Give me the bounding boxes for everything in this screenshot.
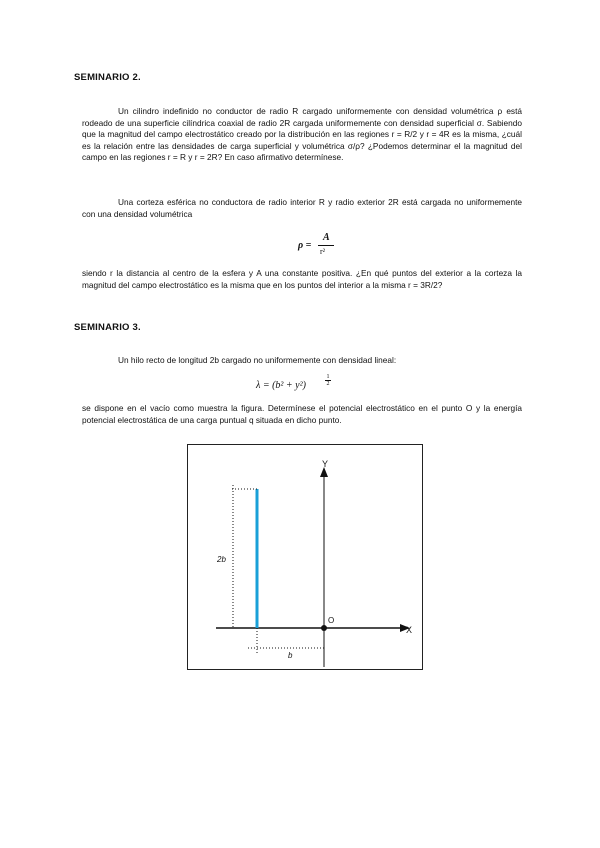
seminar-2-heading: SEMINARIO 2. [74, 72, 141, 83]
height-label: 2b [217, 555, 226, 564]
seminar-3-problem-2: se dispone en el vacío como muestra la figura. Determínese el potencial electrostático en el punto O y la energía potencial electrostática de una carga puntual q situada en dicho punto. [82, 403, 522, 425]
distance-label: b [288, 651, 293, 660]
origin-point [321, 625, 327, 631]
seminar-2-problem-1 [82, 106, 522, 164]
y-axis-label: Y [322, 459, 329, 469]
seminar-2-problem-2-text: Una corteza esférica no conductora de radio interior R y radio exterior 2R está cargada no uniformemente con una densidad volumétrica [82, 197, 522, 219]
exponent-denominator: 2 [326, 381, 330, 387]
linear-density-exponent [325, 374, 331, 387]
density-formula [298, 232, 358, 260]
origin-label: O [328, 616, 335, 625]
seminar-3-problem-1-text: Un hilo recto de longitud 2b cargado no uniformemente con densidad lineal: [118, 355, 397, 365]
wire-diagram [188, 445, 424, 671]
seminar-2-problem-1-text: Un cilindro indefinido no conductor de radio R cargado uniformemente con densidad volumétrica ρ está rodeado de una superficie cilíndrica coaxial de radio 2R cargada uniformemente con densidad superficial σ. Sabiendo que la magnitud del campo electrostático creado por la distribución en las regiones r = R/2 y r = 4R es la misma, ¿cuál es la relación entre las densidades de carga superficial y volumétrica σ/ρ? ¿Podemos determinar el la magnitud del campo en las regiones r = R y r = 2R? En caso afirmativo determínese. [82, 106, 522, 163]
seminar-2-problem-2 [82, 197, 522, 220]
x-axis-label: X [406, 625, 413, 635]
seminar-3-heading: SEMINARIO 3. [74, 322, 141, 333]
linear-density-formula [256, 374, 366, 396]
exponent-numerator: 1 [326, 374, 330, 380]
seminar-2-problem-2-continuation: siendo r la distancia al centro de la esfera y A una constante positiva. ¿En qué puntos del exterior a la corteza la magnitud del campo electrostático es la misma que en los puntos del interior a la misma r = 3R/2? [82, 268, 522, 290]
figure-frame [187, 444, 423, 670]
density-formula-numerator: A [323, 232, 330, 243]
linear-density-formula-base: λ = (b² + y²) [256, 380, 306, 391]
fraction-bar [318, 245, 334, 246]
density-formula-lhs: ρ = [298, 240, 312, 251]
seminar-3-problem-1 [82, 355, 522, 367]
density-formula-denominator: r² [320, 247, 326, 256]
